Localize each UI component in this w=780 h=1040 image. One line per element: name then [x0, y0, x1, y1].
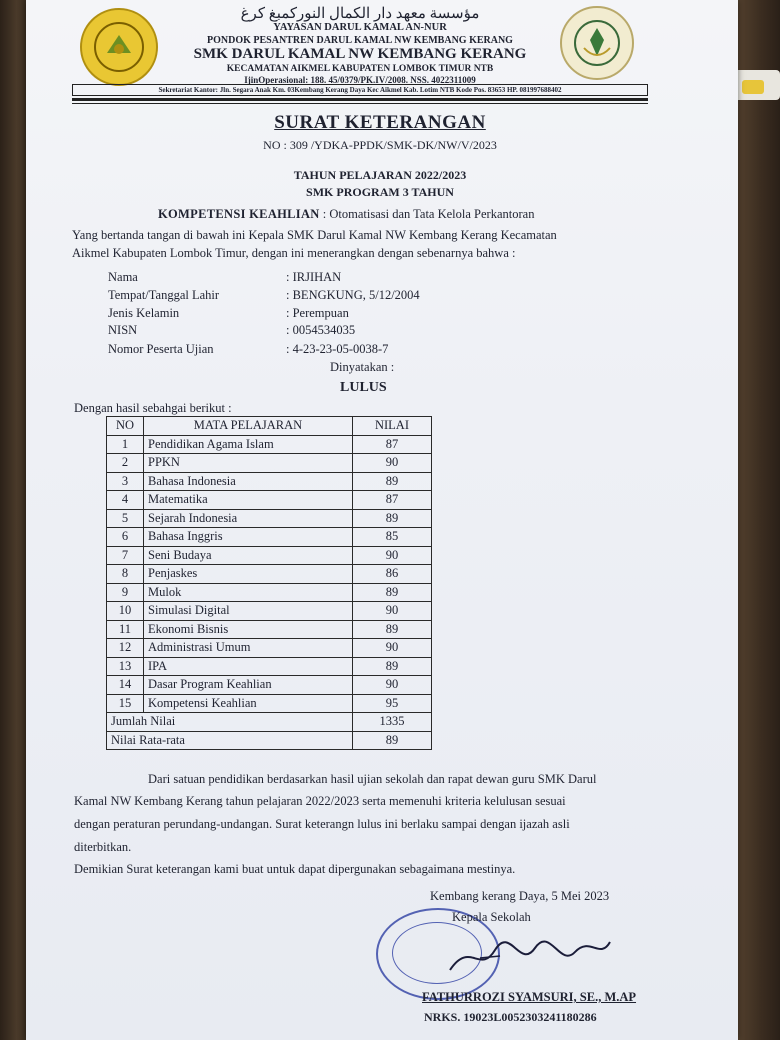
table-row	[107, 472, 432, 491]
identity-row-name	[108, 270, 341, 285]
row-number: 10	[107, 602, 144, 621]
subject-name: Bahasa Inggris	[144, 528, 353, 547]
subject-name: IPA	[144, 657, 353, 676]
row-number: 7	[107, 546, 144, 565]
arabic-foundation-name: مؤسسة معهد دار الكمال النوركمبغ كرغ	[240, 6, 480, 22]
subject-name: Simulasi Digital	[144, 602, 353, 621]
place-date: Kembang kerang Daya, 5 Mei 2023	[430, 889, 610, 903]
row-number: 2	[107, 454, 144, 473]
subject-score: 87	[353, 491, 432, 510]
row-number: 5	[107, 509, 144, 528]
pesantren-name: PONDOK PESANTREN DARUL KAMAL NW KEMBANG KERANG	[207, 35, 513, 46]
identity-value: : Perempuan	[286, 306, 349, 320]
academic-year: TAHUN PELAJARAN 2022/2023	[293, 168, 467, 182]
letterhead-divider-thick	[72, 98, 648, 101]
subject-name: Ekonomi Bisnis	[144, 620, 353, 639]
foundation-name: YAYASAN DARUL KAMAL AN-NUR	[273, 22, 447, 33]
subject-name: Sejarah Indonesia	[144, 509, 353, 528]
table-row	[107, 694, 432, 713]
identity-value: : 4-23-23-05-0038-7	[286, 342, 389, 356]
subject-score: 89	[353, 620, 432, 639]
table-row	[107, 546, 432, 565]
identity-label: Jenis Kelamin	[108, 306, 180, 320]
school-logo-right	[560, 6, 634, 80]
subject-score: 86	[353, 565, 432, 584]
row-number: 1	[107, 435, 144, 454]
identity-label: Nomor Peserta Ujian	[108, 342, 214, 356]
identity-row-birth	[108, 288, 420, 303]
identity-label: NISN	[108, 323, 138, 337]
identity-label: Tempat/Tanggal Lahir	[108, 288, 220, 302]
total-row	[107, 713, 432, 732]
row-number: 8	[107, 565, 144, 584]
subject-name: Penjaskes	[144, 565, 353, 584]
table-row	[107, 491, 432, 510]
subject-score: 89	[353, 657, 432, 676]
signer-nrks: NRKS. 19023L0052303241180286	[424, 1010, 597, 1024]
signer-position: Kepala Sekolah	[452, 910, 531, 924]
school-name: SMK DARUL KAMAL NW KEMBANG KERANG	[193, 46, 527, 62]
opening-line-2: Aikmel Kabupaten Lombok Timur, dengan ini menerangkan dengan sebenarnya bahwa :	[72, 246, 516, 260]
identity-value: : IRJIHAN	[286, 270, 342, 284]
row-number: 11	[107, 620, 144, 639]
subject-score: 89	[353, 472, 432, 491]
secretariat-address: Sekretariat Kantor: Jln. Segara Anak Km. 03Kembang Kerang Daya Kec Aikmel Kab. Lotim NTB Kode Pos. 83653 HP. 081997688402	[72, 84, 648, 96]
subject-name: PPKN	[144, 454, 353, 473]
table-row	[107, 435, 432, 454]
total-label: Jumlah Nilai	[107, 713, 353, 732]
subject-name: Kompetensi Keahlian	[144, 694, 353, 713]
average-value: 89	[353, 731, 432, 750]
subject-name: Matematika	[144, 491, 353, 510]
row-number: 13	[107, 657, 144, 676]
graduation-status: LULUS	[340, 380, 387, 395]
handwritten-signature	[440, 930, 620, 980]
column-header-no: NO	[107, 417, 144, 436]
subject-name: Pendidikan Agama Islam	[144, 435, 353, 454]
declared-label: Dinyatakan :	[330, 360, 395, 374]
closing-line-5: Demikian Surat keterangan kami buat untuk dapat dipergunakan sebagaimana mestinya.	[74, 862, 516, 876]
competency-value: : Otomatisasi dan Tata Kelola Perkantoran	[322, 207, 535, 221]
results-intro: Dengan hasil sebahgai berikut :	[74, 401, 232, 415]
subject-name: Mulok	[144, 583, 353, 602]
total-value: 1335	[353, 713, 432, 732]
closing-line-2: Kamal NW Kembang Kerang tahun pelajaran 2022/2023 serta memenuhi kriteria kelulusan sesuai	[74, 794, 566, 808]
school-region: KECAMATAN AIKMEL KABUPATEN LOMBOK TIMUR NTB	[226, 64, 494, 74]
column-header-subject: MATA PELAJARAN	[144, 417, 353, 436]
school-logo-left	[80, 8, 158, 86]
column-header-score: NILAI	[353, 417, 432, 436]
row-number: 12	[107, 639, 144, 658]
identity-row-exam-number	[108, 342, 388, 357]
row-number: 3	[107, 472, 144, 491]
subject-name: Bahasa Indonesia	[144, 472, 353, 491]
subject-score: 87	[353, 435, 432, 454]
subject-score: 90	[353, 639, 432, 658]
table-row	[107, 583, 432, 602]
table-row	[107, 676, 432, 695]
wood-background-right	[732, 0, 780, 1040]
identity-label: Nama	[108, 270, 138, 284]
table-row	[107, 528, 432, 547]
closing-line-4: diterbitkan.	[74, 840, 132, 854]
row-number: 4	[107, 491, 144, 510]
subject-score: 90	[353, 454, 432, 473]
emblem-icon	[93, 21, 145, 73]
subject-score: 89	[353, 509, 432, 528]
row-number: 9	[107, 583, 144, 602]
row-number: 6	[107, 528, 144, 547]
subject-score: 90	[353, 602, 432, 621]
subject-name: Administrasi Umum	[144, 639, 353, 658]
subject-name: Dasar Program Keahlian	[144, 676, 353, 695]
competency-line	[158, 207, 638, 222]
clip-tab	[742, 80, 764, 94]
document-title: SURAT KETERANGAN	[274, 112, 486, 133]
row-number: 15	[107, 694, 144, 713]
table-header-row	[107, 417, 432, 436]
table-row	[107, 620, 432, 639]
closing-line-3: dengan peraturan perundang-undangan. Surat keterangn lulus ini berlaku sampai dengan ijazah asli	[74, 817, 570, 831]
average-label: Nilai Rata-rata	[107, 731, 353, 750]
subject-score: 95	[353, 694, 432, 713]
table-row	[107, 639, 432, 658]
identity-row-gender	[108, 306, 349, 321]
subject-score: 85	[353, 528, 432, 547]
signer-name: FATHURROZI SYAMSURI, SE., M.AP	[422, 990, 637, 1004]
grades-table	[106, 416, 432, 750]
competency-label: KOMPETENSI KEAHLIAN	[158, 207, 320, 221]
identity-value: : 0054534035	[286, 323, 356, 337]
table-row	[107, 454, 432, 473]
crest-icon	[572, 18, 622, 68]
identity-row-nisn	[108, 323, 355, 338]
table-row	[107, 657, 432, 676]
operating-permit: IjinOperasional: 188. 45/0379/PK.IV/2008. NSS. 4022311009	[244, 75, 476, 85]
identity-value: : BENGKUNG, 5/12/2004	[286, 288, 420, 302]
subject-name: Seni Budaya	[144, 546, 353, 565]
letter-number: NO : 309 /YDKA-PPDK/SMK-DK/NW/V/2023	[263, 138, 497, 152]
closing-line-1: Dari satuan pendidikan berdasarkan hasil ujian sekolah dan rapat dewan guru SMK Darul	[148, 772, 597, 786]
opening-line-1: Yang bertanda tangan di bawah ini Kepala SMK Darul Kamal NW Kembang Kerang Kecamatan	[72, 228, 557, 242]
table-row	[107, 602, 432, 621]
table-row	[107, 565, 432, 584]
subject-score: 89	[353, 583, 432, 602]
subject-score: 90	[353, 676, 432, 695]
letterhead-divider-thin	[72, 103, 648, 104]
subject-score: 90	[353, 546, 432, 565]
average-row	[107, 731, 432, 750]
program-name: SMK PROGRAM 3 TAHUN	[306, 185, 454, 199]
row-number: 14	[107, 676, 144, 695]
table-row	[107, 509, 432, 528]
